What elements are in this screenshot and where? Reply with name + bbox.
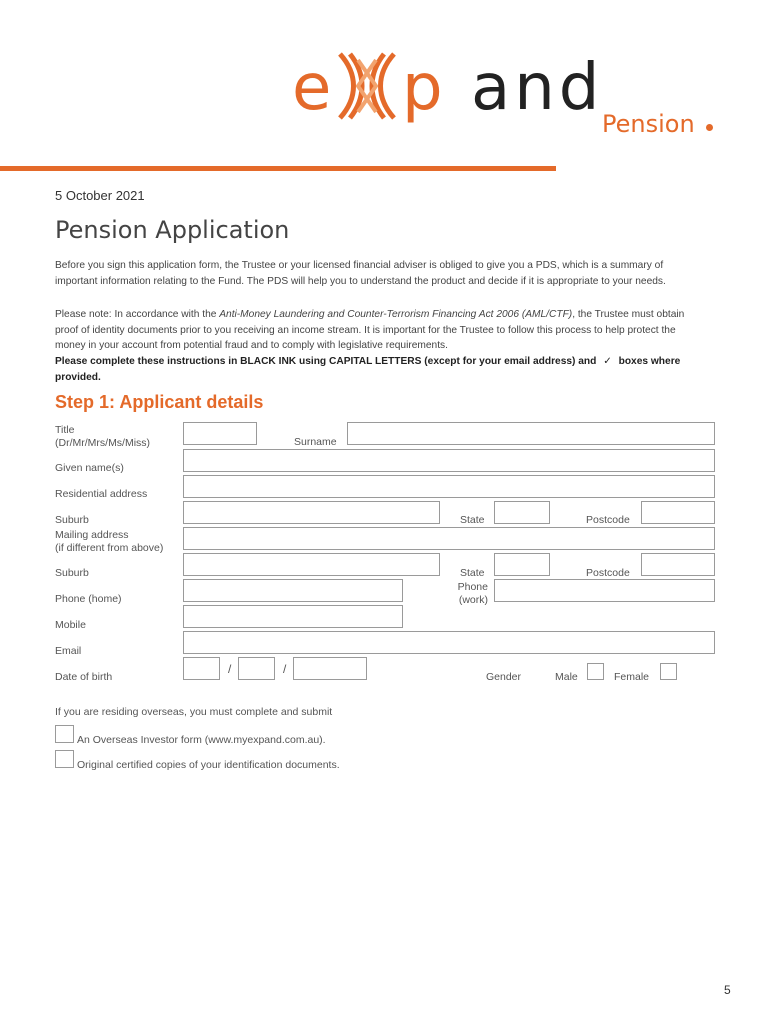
instructions-text: Please complete these instructions in BLACK INK using CAPITAL LETTERS (except for your email address) and — [55, 356, 597, 367]
mailing-state-label: State — [460, 567, 485, 579]
title-input[interactable] — [183, 422, 257, 445]
phone-work-label-line1: Phone — [457, 581, 488, 593]
given-names-label: Given name(s) — [55, 462, 124, 474]
dob-label: Date of birth — [55, 671, 113, 683]
page-number: 5 — [724, 983, 731, 997]
document-date: 5 October 2021 — [55, 188, 145, 203]
logo-letter-p: p — [402, 51, 447, 125]
residential-address-input[interactable] — [183, 475, 715, 498]
residential-address-label: Residential address — [55, 488, 148, 500]
dob-month-input[interactable] — [238, 657, 275, 680]
logo — [292, 46, 695, 146]
certified-copies-option: Original certified copies of your identification documents. — [77, 759, 340, 771]
surname-input[interactable] — [347, 422, 715, 445]
logo-x-mark — [336, 50, 398, 122]
postcode-label: Postcode — [586, 514, 630, 526]
mailing-address-input[interactable] — [183, 527, 715, 550]
mailing-postcode-input[interactable] — [641, 553, 715, 576]
email-input[interactable] — [183, 631, 715, 654]
state-input[interactable] — [494, 501, 550, 524]
phone-work-input[interactable] — [494, 579, 715, 602]
mailing-postcode-label: Postcode — [586, 567, 630, 579]
overseas-investor-checkbox[interactable] — [55, 725, 74, 743]
mailing-state-input[interactable] — [494, 553, 550, 576]
mailing-label-line2: (if different from above) — [55, 541, 164, 554]
overseas-investor-option: An Overseas Investor form (www.myexpand.com.au). — [77, 734, 326, 746]
mailing-label-line1: Mailing address — [55, 529, 129, 541]
intro-paragraph-pds: Before you sign this application form, the Trustee or your licensed financial adviser is obliged to give you a PDS, which is a summary of important information relating to the Fund. The PDS will help you to understand the product and decide if it is appropriate to your needs. — [55, 260, 666, 287]
instructions-paragraph — [55, 354, 695, 385]
female-checkbox[interactable] — [660, 663, 677, 680]
amlctf-prefix: Please note: In accordance with the — [55, 309, 220, 320]
page-title: Pension Application — [55, 216, 290, 244]
phone-home-label: Phone (home) — [55, 593, 122, 605]
logo-letters-and: and — [470, 51, 604, 125]
logo-dot — [706, 124, 713, 131]
male-checkbox[interactable] — [587, 663, 604, 680]
phone-work-label-line2: (work) — [458, 593, 488, 606]
title-label — [55, 424, 150, 449]
overseas-intro: If you are residing overseas, you must complete and submit — [55, 706, 333, 718]
female-label: Female — [614, 671, 650, 683]
gender-label: Gender — [486, 671, 522, 683]
step1-heading: Step 1: Applicant details — [55, 392, 264, 412]
header-rule — [0, 166, 556, 171]
phone-home-input[interactable] — [183, 579, 403, 602]
mailing-address-label — [55, 529, 163, 554]
email-label: Email — [55, 645, 82, 657]
suburb-label: Suburb — [55, 514, 89, 526]
suburb-input[interactable] — [183, 501, 440, 524]
mailing-suburb-input[interactable] — [183, 553, 440, 576]
state-label: State — [460, 514, 485, 526]
male-label: Male — [555, 671, 578, 683]
amlctf-suffix: , the Trustee must obtain proof of identity documents prior to you receiving an income stream. It is important for the Trustee to follow this process to help protect the money in your account from potential fraud and to comply with legislative requirements. — [55, 309, 685, 351]
certified-copies-checkbox[interactable] — [55, 750, 74, 768]
checkmark-icon: ✓ — [603, 356, 612, 367]
instructions-text-end: boxes where provided. — [55, 356, 681, 383]
dob-year-input[interactable] — [293, 657, 367, 680]
mobile-label: Mobile — [55, 619, 86, 631]
mobile-input[interactable] — [183, 605, 403, 628]
amlctf-act-name: Anti-Money Laundering and Counter-Terrorism Financing Act 2006 (AML/CTF) — [219, 309, 573, 320]
mailing-suburb-label: Suburb — [55, 567, 89, 579]
dob-separator-2: / — [283, 662, 287, 676]
intro-paragraph-amlctf — [55, 307, 705, 354]
surname-label: Surname — [294, 436, 337, 448]
phone-work-label — [455, 581, 488, 606]
dob-day-input[interactable] — [183, 657, 220, 680]
logo-word-pand — [402, 51, 604, 125]
postcode-input[interactable] — [641, 501, 715, 524]
dob-separator-1: / — [228, 662, 232, 676]
given-names-input[interactable] — [183, 449, 715, 472]
title-label-line2: (Dr/Mr/Mrs/Ms/Miss) — [55, 436, 151, 449]
logo-letter-e: e — [292, 51, 336, 125]
title-label-line1: Title — [55, 424, 75, 436]
logo-pension-subtitle: Pension — [602, 110, 695, 138]
